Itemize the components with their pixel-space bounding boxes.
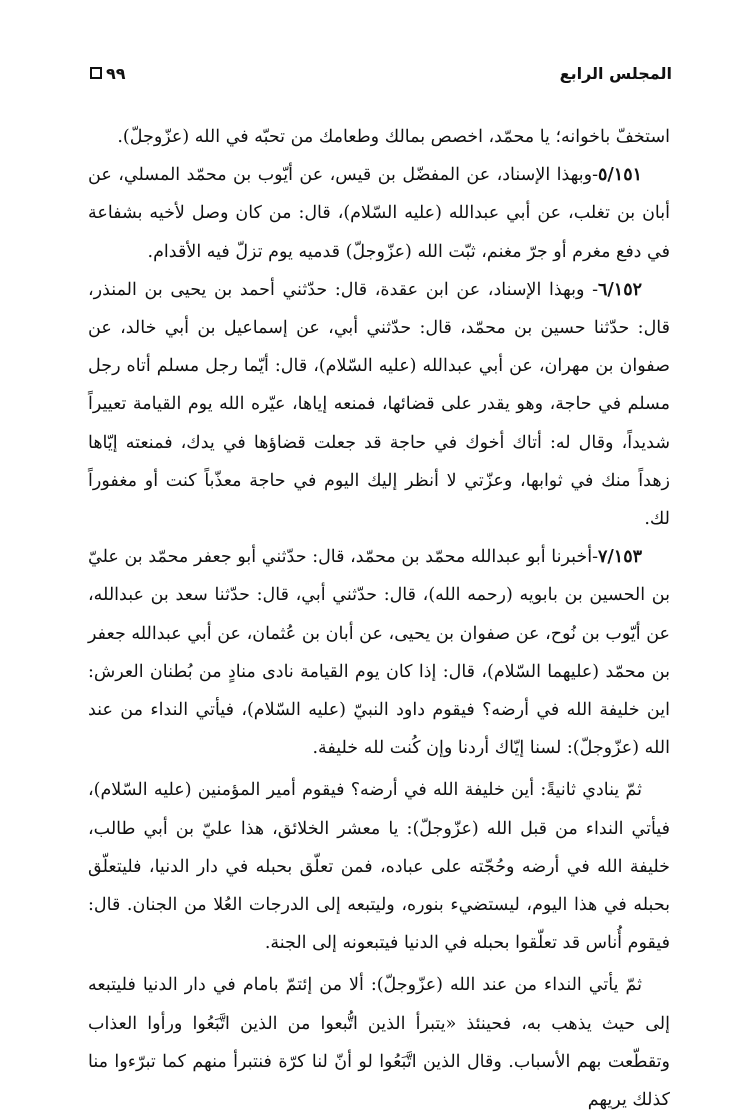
paragraph-text: ثمّ يأتي النداء من عند الله (عزّوجلّ): ألا من إئتمّ بامام في دار الدنيا فليتبعه إلى حيث يذهب به، فحينئذ «يتبرأ الذين اتُّبعوا من الذين اتَّبَعُوا ورأوا العذاب وتقطّعت بهم الأسباب. وقال الذين اتَّبَعُوا لو أنّ لنا كرّة فنتبرأ منهم كما تبرّءوا منا كذلك يريهم <box>88 975 670 1111</box>
paragraph-text: -أخبرنا أبو عبدالله محمّد بن محمّد، قال: حدّثني أبو جعفر محمّد بن عليّ بن الحسين بن بابويه (رحمه الله)، قال: حدّثني أبي، قال: حدّثنا سعد بن عبدالله، عن أيّوب بن نُوح، عن صفوان بن يحيى، عن أبان بن عُثمان، عن أبي عبدالله جعفر بن محمّد (عليهما السّلام)، قال: إذا كان يوم القيامة نادى منادٍ من بُطنان العرش: اين خليفة الله في أرضه؟ فيقوم داود النبيّ (عليه السّلام)، فيأتي النداء من عند الله (عزّوجلّ): لسنا إيّاك أردنا وإن كُنت لله خليفة. <box>88 547 670 759</box>
square-icon <box>90 67 102 79</box>
paragraph-text: استخفّ باخوانه؛ يا محمّد، اخصص بمالك وطعامك من تحبّه في الله (عزّوجلّ). <box>117 127 670 147</box>
paragraph-text: -وبهذا الإسناد، عن المفضّل بن قيس، عن أيّوب بن محمّد المسلي، عن أبان بن تغلب، عن أبي عبدالله (عليه السّلام)، قال: من كان وصل لأخيه بشفاعة في دفع مغرم أو جرّ مغنم، ثبّت الله (عزّوجلّ) قدميه يوم تزلّ فيه الأقدام. <box>88 165 670 262</box>
page-number-box <box>90 64 126 83</box>
hadith-paragraph <box>88 538 670 767</box>
page-header <box>90 56 672 90</box>
paragraph-continuation <box>88 118 670 156</box>
chapter-title: المجلس الرابع <box>559 63 672 83</box>
hadith-number: ٥/١٥١ <box>598 165 642 186</box>
page-number: ٩٩ <box>106 63 126 83</box>
page-body <box>88 118 670 1119</box>
hadith-number: ٦/١٥٢ <box>598 279 642 300</box>
hadith-number: ٧/١٥٣ <box>598 547 642 568</box>
paragraph-text: ثمّ ينادي ثانيةً: أين خليفة الله في أرضه؟ فيقوم أمير المؤمنين (عليه السّلام)، فيأتي النداء من قبل الله (عزّوجلّ): يا معشر الخلائق، هذا عليّ بن أبي طالب، خليفة الله في أرضه وحُجّته على عباده، فمن تعلّق بحبله في دار الدنيا، فليتعلّق بحبله في هذا اليوم، ليستضيء بنوره، وليتبعه إلى الدرجات العُلا من الجنان. قال: فيقوم أُناس قد تعلّقوا بحبله في الدنيا فيتبعونه إلى الجنة. <box>88 780 670 954</box>
hadith-paragraph <box>88 156 670 271</box>
paragraph-text: - وبهذا الإسناد، عن ابن عقدة، قال: حدّثني أحمد بن يحيى بن المنذر، قال: حدّثنا حسين بن محمّد، قال: حدّثني أبي، عن إسماعيل بن أبي خالد، عن صفوان بن مهران، عن أبي عبدالله (عليه السّلام)، قال: أيّما رجل مسلم أتاه رجل مسلم في حاجة، وهو يقدر على قضائها، فمنعه إياها، عيّره الله يوم القيامة تعييراً شديداً، وقال له: أتاك أخوك في حاجة قد جعلت قضاؤها في يدك، فمنعته إيّاها زهداً منك في ثوابها، وعزّتي لا أنظر إليك اليوم في حاجة معذّباً كنت أو مغفوراً لك. <box>88 279 670 530</box>
paragraph <box>88 966 670 1119</box>
hadith-paragraph <box>88 271 670 538</box>
paragraph <box>88 771 670 962</box>
